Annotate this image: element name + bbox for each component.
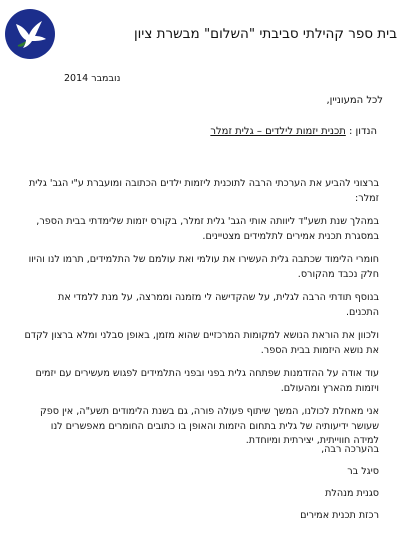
body-paragraph: חומרי הלימוד שכתבה גלית העשירו את עולמי ואת עולמם של התלמידים, תרמו לנו והיוו חלק נכבד מהקורס. [28, 254, 379, 280]
body-paragraph: עוד אודה על ההזדמנות שפתחה גלית בפני ובפני התלמידים לפגוש מעשירים עם יזמים ויזמות מהארץ ומהעולם. [35, 368, 379, 394]
signer-role: רכזת תכנית אמירים [300, 510, 379, 521]
signer-name: סיגל בר [347, 466, 379, 477]
body-paragraph: במהלך שנת תשע"ד ליוותה אותי הגב' גלית זמלר, בקורס יזמות שלימדתי בבית הספר, במסגרת תכנית אמירים לתלמידים מצטיינים. [36, 216, 379, 242]
signature-block [300, 439, 379, 527]
body-paragraph: אני מאחלת לכולנו, המשך שיתוף פעולה פורה, גם בשנת הלימודים תשע"ה, אין ספק שעושר ידיעותיה של גלית בתחום היזמות והאופן בו כתובים החומרים מאפשרים לנו למידה חווייתית, יצירתית ומיוחדת. [39, 406, 379, 446]
body-paragraph: ברצוני להביע את הערכתי הרבה לתוכנית ליזמות ילדים הכתובה ומועברת ע"י הגב' גלית זמלר: [28, 178, 379, 204]
body-paragraph: בנוסף תודתי הרבה לגלית, על שהקדישה לי מזמנה וממרצה, על מנת ללמדי את התכנים. [58, 292, 379, 318]
subject-prefix: הנדון : [345, 126, 377, 137]
school-name: בית ספר קהילתי סביבתי "השלום" מבשרת ציון [133, 26, 397, 42]
subject-topic: תכנית יזמות לילדים – גלית זמלר [210, 126, 346, 137]
signer-title: סגנית מנהלת [325, 488, 379, 499]
body-paragraph: ולכוון את הוראת הנושא למקומות המרכזיים שהוא מזמן, באופן סבלני ומלא ברצון לקדם את נושא היזמות בבית הספר. [24, 330, 379, 356]
closing-greeting: בהערכה רבה, [321, 444, 379, 455]
salutation: לכל המעוניין, [326, 95, 383, 106]
dove-logo-icon [4, 8, 56, 60]
subject-line [210, 126, 377, 137]
letter-date: נובמבר 2014 [64, 73, 121, 84]
letter-body [24, 177, 379, 458]
